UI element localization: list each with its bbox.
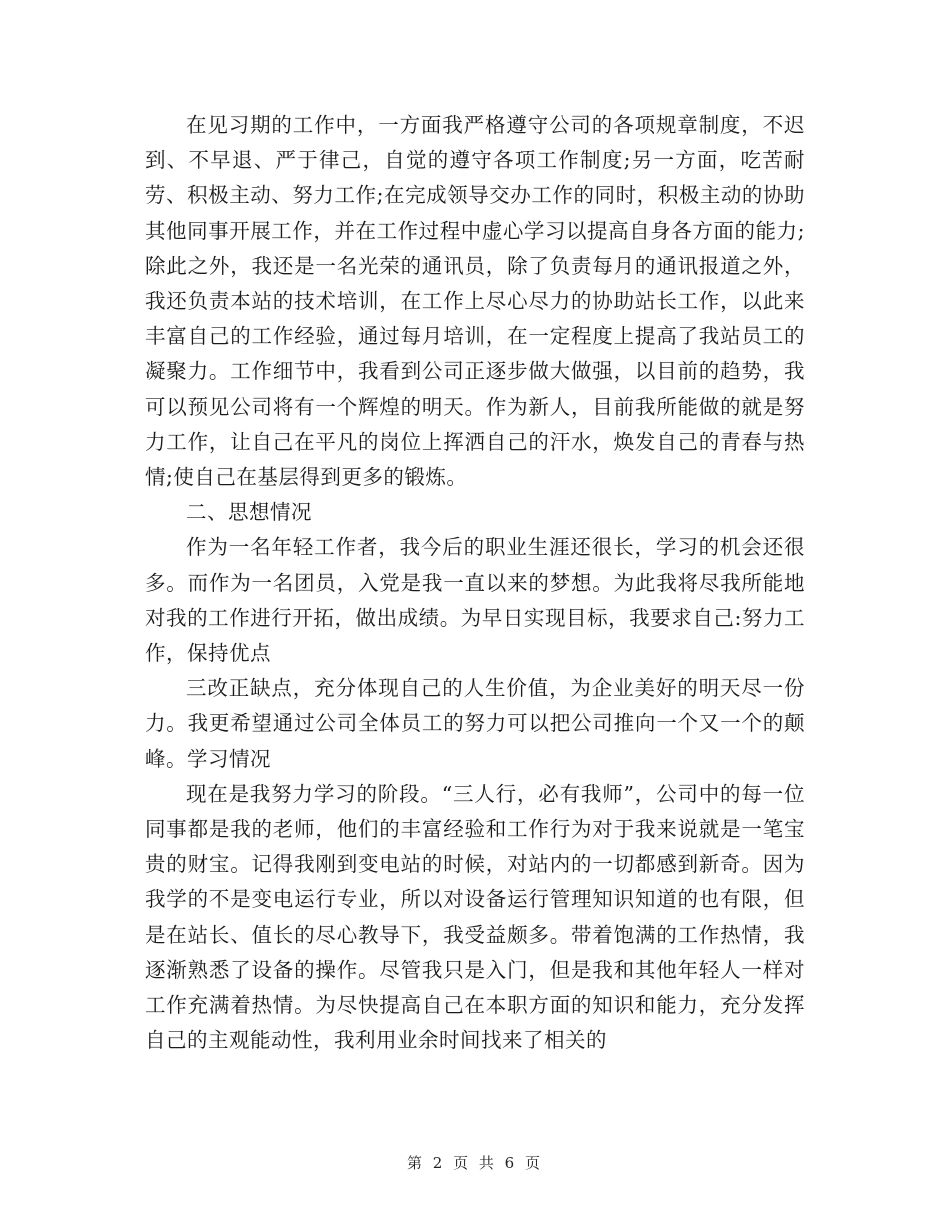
- paragraph-goals: 三改正缺点，充分体现自己的人生价值，为企业美好的明天尽一份力。我更希望通过公司全体员工的努力可以把公司推向一个又一个的颠峰。学习情况: [145, 676, 805, 771]
- paragraph-probation-work: 在见习期的工作中，一方面我严格遵守公司的各项规章制度，不迟到、不早退、严于律己，自觉的遵守各项工作制度;另一方面，吃苦耐劳、积极主动、努力工作;在完成领导交办工作的同时，积极主动的协助其他同事开展工作，并在工作过程中虚心学习以提高自身各方面的能力;除此之外，我还是一名光荣的通讯员，除了负责每月的通讯报道之外，我还负责本站的技术培训，在工作上尽心尽力的协助站长工作，以此来丰富自己的工作经验，通过每月培训，在一定程度上提高了我站员工的凝聚力。工作细节中，我看到公司正逐步做大做强，以目前的趋势，我可以预见公司将有一个辉煌的明天。作为新人，目前我所能做的就是努力工作，让自己在平凡的岗位上挥洒自己的汗水，焕发自己的青春与热情;使自己在基层得到更多的锻炼。: [145, 113, 805, 490]
- page-number-footer: 第 2 页 共 6 页: [407, 1154, 543, 1172]
- document-body: [145, 108, 805, 1058]
- section-heading-thought: 二、思想情况: [186, 500, 312, 525]
- paragraph-thought: 作为一名年轻工作者，我今后的职业生涯还很长，学习的机会还很多。而作为一名团员，入党是我一直以来的梦想。为此我将尽我所能地对我的工作进行开拓，做出成绩。为早日实现目标，我要求自己:努力工作，保持优点: [145, 535, 805, 666]
- paragraph-study: 现在是我努力学习的阶段。“三人行，必有我师”，公司中的每一位同事都是我的老师，他们的丰富经验和工作行为对于我来说就是一笔宝贵的财宝。记得我刚到变电站的时候，对站内的一切都感到新奇。因为我学的不是变电运行专业，所以对设备运行管理知识知道的也有限，但是在站长、值长的尽心教导下，我受益颇多。带着饱满的工作热情，我逐渐熟悉了设备的操作。尽管我只是入门，但是我和其他年轻人一样对工作充满着热情。为尽快提高自己在本职方面的知识和能力，充分发挥自己的主观能动性，我利用业余时间找来了相关的: [145, 781, 805, 1053]
